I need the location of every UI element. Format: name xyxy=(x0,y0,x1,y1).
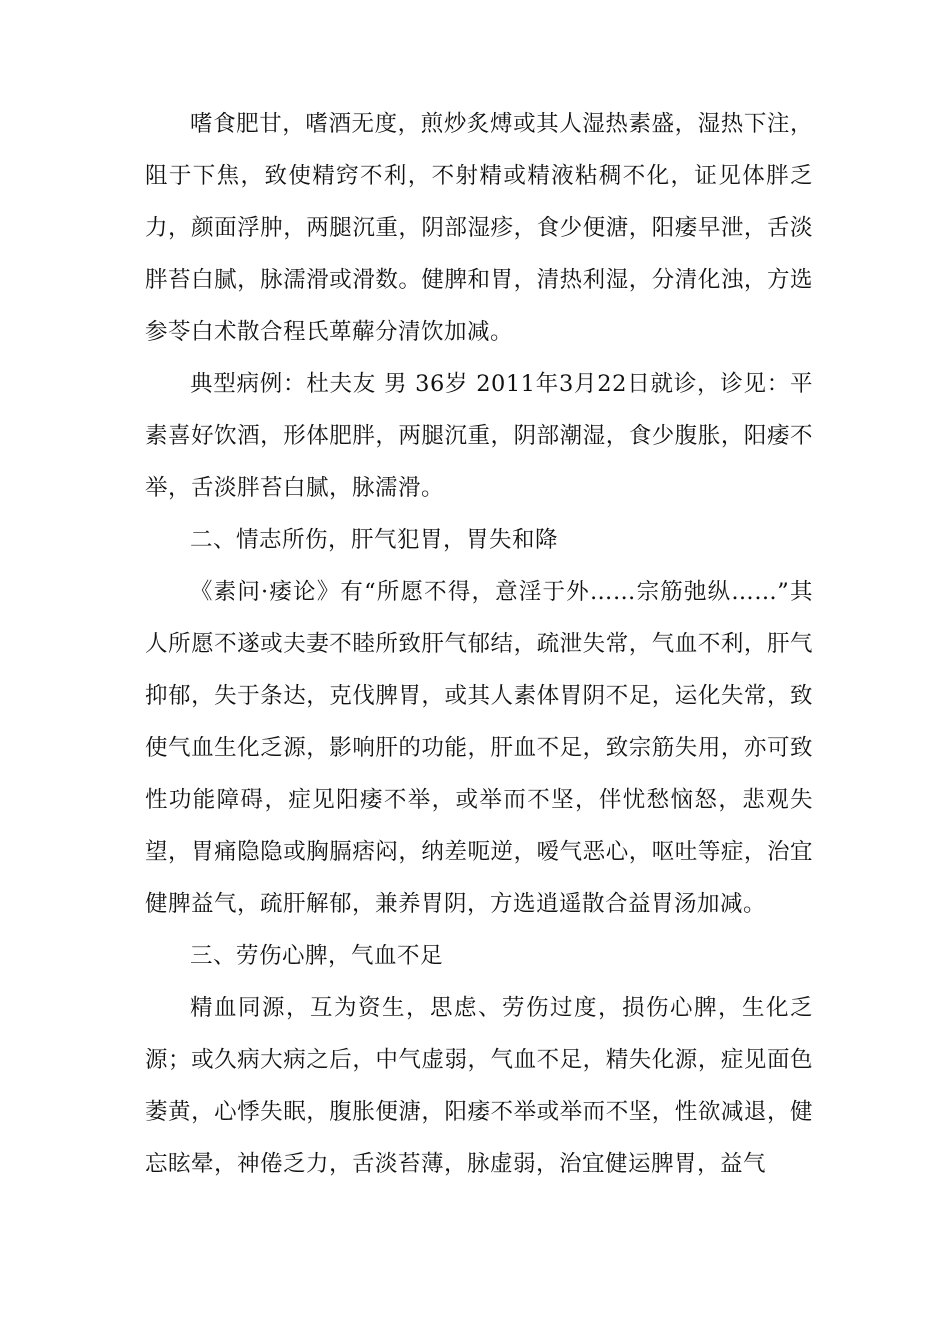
paragraph-liver-qi: 《素问·痿论》有“所愿不得，意淫于外……宗筋弛纵……”其人所愿不遂或夫妻不睦所致肝气郁结，疏泄失常，气血不利，肝气抑郁，失于条达，克伐脾胃，或其人素体胃阴不足，运化失常，致使气血生化乏源，影响肝的功能，肝血不足，致宗筋失用，亦可致性功能障碍，症见阳痿不举，或举而不坚，伴忧愁恼怒，悲观失望，胃痛隐隐或胸膈痞闷，纳差呃逆，嗳气恶心，呕吐等症，治宜健脾益气，疏肝解郁，兼养胃阴，方选逍遥散合益胃汤加减。 xyxy=(145,579,813,917)
document-page xyxy=(145,98,813,1190)
paragraph-heart-spleen: 精血同源，互为资生，思虑、劳伤过度，损伤心脾，生化乏源；或久病大病之后，中气虚弱，气血不足，精失化源，症见面色萎黄，心悸失眠，腹胀便溏，阳痿不举或举而不坚，性欲减退，健忘眩晕，神倦乏力，舌淡苔薄，脉虚弱，治宜健运脾胃，益气 xyxy=(145,995,813,1177)
paragraph-damp-heat: 嗜食肥甘，嗜酒无度，煎炒炙煿或其人湿热素盛，湿热下注，阻于下焦，致使精窍不利，不射精或精液粘稠不化，证见体胖乏力，颜面浮肿，两腿沉重，阴部湿疹，食少便溏，阳痿早泄，舌淡胖苔白腻，脉濡滑或滑数。健脾和胃，清热利湿，分清化浊，方选参苓白术散合程氏萆薢分清饮加减。 xyxy=(145,111,813,345)
paragraph-case-example: 典型病例：杜夫友 男 36岁 2011年3月22日就诊，诊见：平素喜好饮酒，形体肥胖，两腿沉重，阴部潮湿，食少腹胀，阳痿不举，舌淡胖苔白腻，脉濡滑。 xyxy=(145,371,813,501)
section-heading-liver-qi: 二、情志所伤，肝气犯胃，胃失和降 xyxy=(190,527,559,553)
section-heading-heart-spleen: 三、劳伤心脾，气血不足 xyxy=(190,943,444,969)
